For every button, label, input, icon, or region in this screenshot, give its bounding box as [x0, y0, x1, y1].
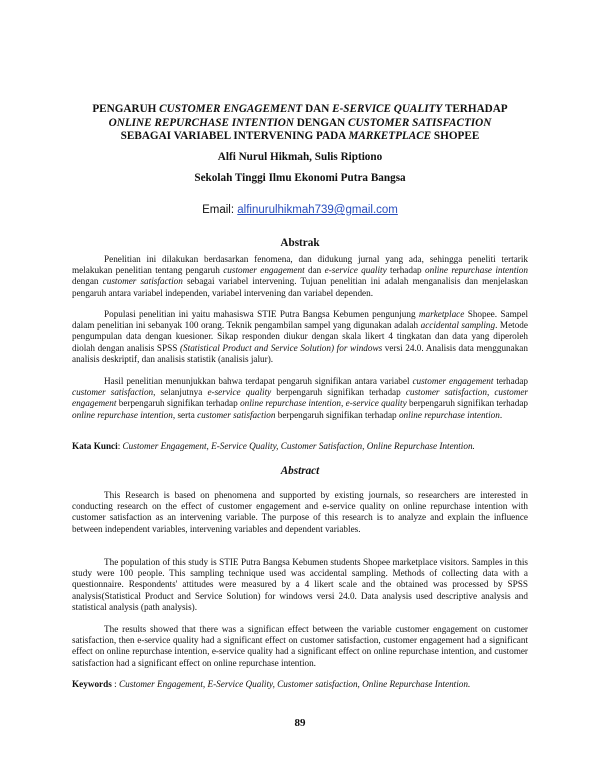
abstract-paragraph-1: This Research is based on phenomena and supported by existing journals, so researchers are interested in conducting research on the effect of customer engagement and e-service quality on online repurchase intention with customer satisfaction as an intervening variable. The purpose of this research is to analyze and explain the influence between independent variables, intervening variables and dependent variables.	[72, 490, 528, 534]
text-run: berpengaruh signifikan terhadap	[271, 387, 406, 398]
text-run: online repurchase intention	[425, 265, 528, 276]
text-run: dan	[304, 265, 325, 276]
title-text: CUSTOMER ENGAGEMENT	[159, 103, 303, 115]
title-text: E-SERVICE QUALITY	[332, 103, 443, 115]
text-run: accidental sampling	[420, 320, 496, 331]
text-run: online repurchase intention	[398, 409, 500, 420]
title-text: DENGAN	[293, 116, 348, 129]
text-run: customer engagement	[412, 376, 494, 386]
author-email	[72, 204, 528, 216]
title-text: ONLINE REPURCHASE INTENTION	[108, 116, 294, 129]
text-run: sebagai variabel intervening. Tujuan penelitian ini adalah menganalisis dan menjelaskan pengaruh antara variabel independen, variabel intervening dan variabel dependen.	[72, 276, 528, 298]
text-run: . Metode pengumpulan data dengan kuesioner. Sikap responden diukur dengan skala likert 4 tingkatan dan data yang diperoleh diolah dengan analisis SPSS	[72, 320, 528, 353]
keywords-label: Keywords	[72, 679, 112, 689]
email-label: Email:	[202, 204, 238, 216]
text-run: terhadap	[386, 265, 425, 276]
text-run: marketplace	[418, 309, 465, 319]
text-run: berpengaruh signifikan terhadap	[406, 398, 529, 409]
text-run: online repurchase intention, e-service quality	[240, 398, 407, 409]
keywords-list: Customer Engagement, E-Service Quality, Customer Satisfaction, Online Repurchase Intention.	[122, 441, 475, 451]
text-run: , serta	[172, 409, 198, 420]
email-link[interactable]: alfinurulhikmah739@gmail.com	[237, 204, 398, 216]
abstract-heading: Abstract	[280, 465, 320, 477]
paper-title	[72, 103, 528, 144]
text-run: dengan	[72, 276, 103, 287]
text-run: customer engagement	[223, 265, 305, 276]
text-run: (Statistical Product and Service Solution) for windows	[179, 342, 383, 353]
text-run: Populasi penelitian ini yaitu mahasiswa STIE Putra Bangsa Kebumen pengunjung	[104, 309, 419, 319]
title-text: CUSTOMER SATISFACTION	[348, 116, 492, 129]
title-text: SHOPEE	[431, 130, 480, 142]
abstrak-paragraph-1	[72, 254, 528, 299]
title-text: PENGARUH	[92, 103, 160, 115]
title-text: SEBAGAI VARIABEL INTERVENING PADA	[120, 130, 349, 142]
text-run: customer satisfaction, customer engagement	[72, 387, 528, 409]
author-names: Alfi Nurul Hikmah, Sulis Riptiono	[217, 151, 383, 163]
kata-kunci	[72, 441, 528, 452]
text-run: e-service quality	[207, 387, 272, 398]
abstract-paragraph-3: The results showed that there was a significan effect between the variable customer engagement on customer satisfaction, then e-service quality had a significant effect on customer satisfaction, customer engagement had a significant effect on online repurchase intention, e-service quality had a significant effect on online repurchase intention, and customer satisfaction had a significant effect on online repurchase intention.	[72, 624, 528, 668]
text-run: customer satisfaction	[102, 276, 183, 287]
text-run: customer satisfaction	[197, 409, 276, 420]
page-number: 89	[294, 717, 306, 729]
keywords-list: Customer Engagement, E-Service Quality, Customer satisfaction, Online Repurchase Intention.	[118, 679, 471, 689]
text-run: customer satisfaction	[72, 387, 154, 398]
text-run: .	[499, 409, 503, 420]
text-run: Shopee. Sampel dalam penelitian ini sebanyak 100 orang. Teknik pengambilan sampel yang digunakan adalah	[72, 309, 528, 331]
abstract-paragraph-2: The population of this study is STIE Putra Bangsa Kebumen students Shopee marketplace visitors. Samples in this study were 100 people. This sampling technique used was accidental sampling. Methods of collecting data with a questionnaire. Respondents' attitudes were measured by a 4 likert scale and the obtained was processed by SPSS analysis(Statistical Product and Service Solution) for windows versi 24.0. Data analysis used descriptive analysis and statistical analysis (path analysis).	[72, 557, 528, 612]
abstrak-heading: Abstrak	[280, 237, 320, 249]
keywords-separator: :	[111, 679, 119, 689]
title-text: TERHADAP	[442, 103, 508, 115]
keywords-separator: :	[117, 441, 123, 451]
text-run: terhadap	[493, 376, 528, 386]
text-run: , selanjutnya	[153, 387, 208, 398]
text-run: Hasil penelitian menunjukkan bahwa terdapat pengaruh signifikan antara variabel	[104, 376, 413, 386]
title-text: MARKETPLACE	[348, 130, 432, 142]
text-run: online repurchase intention	[72, 409, 173, 420]
title-text: DAN	[302, 103, 333, 115]
text-run: Penelitian ini dilakukan berdasarkan fenomena, dan didukung jurnal yang ada, sehingga peneliti tertarik melakukan penelitian tentang pengaruh	[72, 254, 528, 276]
abstrak-paragraph-2	[72, 309, 528, 365]
text-run: versi 24.0. Analisis data menggunakan analisis deskriptif, dan analisis statistik (analisis jalur).	[72, 342, 528, 364]
text-run: berpengaruh signifikan terhadap	[275, 409, 399, 420]
keywords-label: Kata Kunci	[72, 441, 118, 451]
author-affiliation: Sekolah Tinggi Ilmu Ekonomi Putra Bangsa	[194, 172, 406, 184]
abstrak-paragraph-3	[72, 376, 528, 421]
text-run: berpengaruh signifikan terhadap	[116, 398, 241, 409]
keywords	[72, 679, 528, 690]
text-run: e-service quality	[324, 265, 387, 276]
